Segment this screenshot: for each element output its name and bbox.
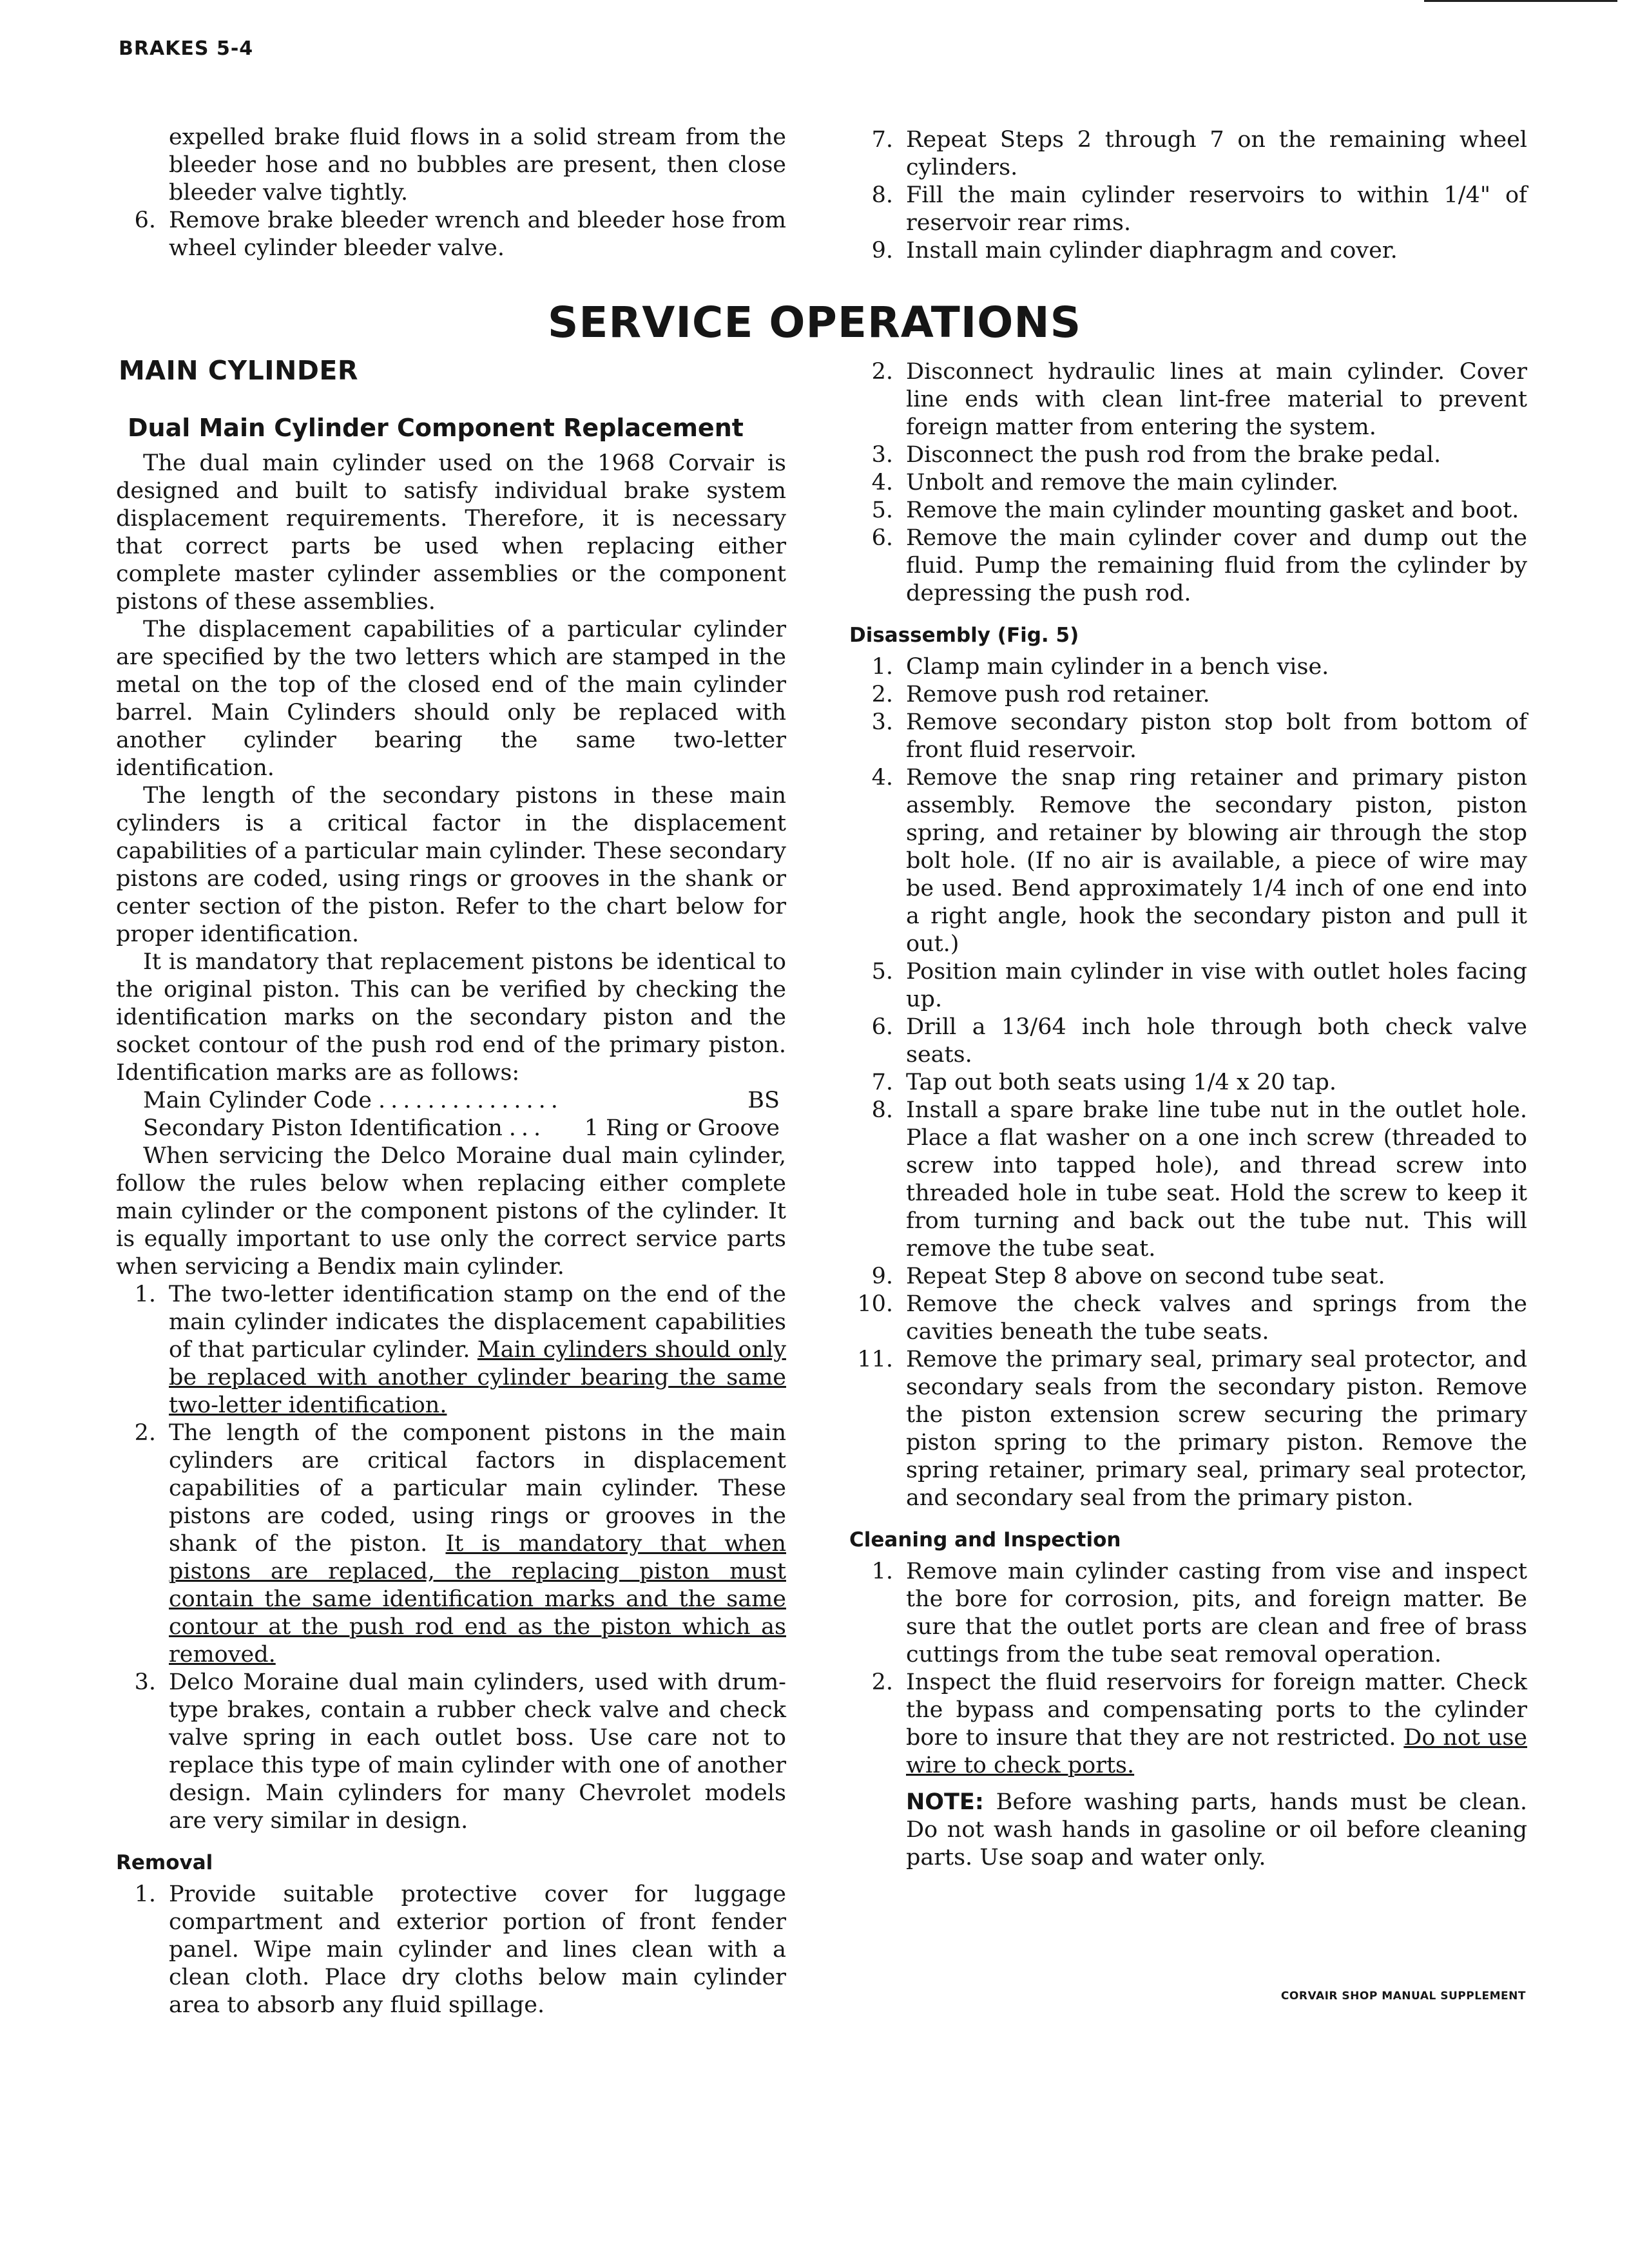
list-item: 11. Remove the primary seal, primary seal protector, and secondary seals from the secondary piston. Remove the piston extension screw securing the primary piston spring to the primary piston. Remove the spring retainer, primary seal, primary seal protector, and secondary seal from the primary piston. (857, 1347, 1527, 1511)
subsection-heading: Dual Main Cylinder Component Replacement (128, 414, 744, 442)
list-item: 9. Repeat Step 8 above on second tube seat. (871, 1264, 1385, 1289)
paragraph: The displacement capabilities of a particular cylinder are specified by the two letters which are stamped in the metal on the top of the closed end of the main cylinder barrel. Main Cylinders should only be replaced with another cylinder bearing the same two-letter identification. (116, 617, 786, 781)
list-item: 7. Tap out both seats using 1/4 x 20 tap. (871, 1070, 1336, 1095)
list-item: 4. Remove the snap ring retainer and primary piston assembly. Remove the secondary piston, piston spring, and retainer by blowing air through the stop bolt hole. (If no air is available, a piece of wire may be used. Bend approximately 1/4 inch of one end into a right angle, hook the secondary piston and pull it out.) (871, 765, 1527, 957)
note: NOTE: Before washing parts, hands must be clean. Do not wash hands in gasoline or oil before cleaning parts. Use soap and water only. (906, 1789, 1527, 1870)
main-cylinder-code-row: Main Cylinder Code ............... BS (143, 1088, 780, 1113)
list-item: 3. Delco Moraine dual main cylinders, used with drum-type brakes, contain a rubber check valve and check valve spring in each outlet boss. Use care not to replace this type of main cylinder with one of another design. Main cylinders for many Chevrolet models are very similar in design. (134, 1669, 786, 1834)
list-item: 1. Clamp main cylinder in a bench vise. (871, 654, 1329, 680)
paragraph: The dual main cylinder used on the 1968 Corvair is designed and built to satisfy individual brake system displacement requirements. Therefore, it is necessary that correct parts be used when replacing either complete master cylinder assemblies or the component pistons of these assemblies. (116, 450, 786, 615)
main-cylinder-section (116, 353, 786, 2019)
right-column (849, 358, 1527, 1872)
disassembly-heading: Disassembly (Fig. 5) (849, 624, 1079, 647)
list-item: 3. Disconnect the push rod from the brake pedal. (871, 442, 1441, 468)
list-item: 8. Install a spare brake line tube nut in the outlet hole. Place a flat washer on a one inch screw (threaded to screw into tapped hole), and thread screw into threaded hole in tube seat. Hold the screw to keep it from turning and back out the tube nut. This will remove the tube seat. (871, 1097, 1527, 1262)
section-title: SERVICE OPERATIONS (547, 298, 1082, 347)
list-item: 3. Remove secondary piston stop bolt from bottom of front fluid reservoir. (871, 709, 1527, 763)
list-item: 4. Unbolt and remove the main cylinder. (871, 470, 1338, 495)
list-item: 8. Fill the main cylinder reservoirs to within 1/4" of reservoir rear rims. (871, 182, 1527, 236)
list-item: 5. Position main cylinder in vise with outlet holes facing up. (871, 959, 1527, 1012)
removal-heading: Removal (116, 1851, 213, 1874)
list-item: 9. Install main cylinder diaphragm and cover. (871, 238, 1398, 264)
list-item: 6. Remove brake bleeder wrench and bleeder hose from wheel cylinder bleeder valve. (134, 207, 786, 261)
secondary-piston-row: Secondary Piston Identification ... 1 Ring or Groove (143, 1115, 780, 1141)
paragraph: It is mandatory that replacement pistons be identical to the original piston. This can be verified by checking the identification marks on the secondary piston and the socket contour of the push rod end of the primary piston. Identification marks are as follows: (116, 949, 786, 1086)
replacement-rules (116, 1281, 786, 1835)
paragraph: When servicing the Delco Moraine dual main cylinder, follow the rules below when replacing either complete main cylinder or the component pistons of the cylinder. It is equally important to use only the correct service parts when servicing a Bendix main cylinder. (116, 1143, 786, 1280)
left-column (116, 124, 786, 262)
list-item: 2. The length of the component pistons in the main cylinders are critical factors in displacement capabilities of a particular main cylinder. These pistons are coded, using rings or grooves in the shank of the piston. It is mandatory that when pistons are replaced, the replacing piston must contain the same identification marks and the same contour at the push rod end as the piston which as removed. (134, 1420, 786, 1667)
cleaning-steps (849, 1558, 1527, 1780)
list-item: 1. The two-letter identification stamp on the end of the main cylinder indicates the displacement capabilities of that particular cylinder. Main cylinders should only be replaced with another cylinder bearing the same two-letter identification. (134, 1282, 786, 1418)
list-item: 5. Remove the main cylinder mounting gasket and boot. (871, 497, 1519, 523)
removal-steps-continued (849, 358, 1527, 608)
paragraph: The length of the secondary pistons in these main cylinders is a critical factor in the displacement capabilities of a particular main cylinder. These secondary pistons are coded, using rings or grooves in the shank or center section of the piston. Refer to the chart below for proper identification. (116, 783, 786, 947)
removal-steps (116, 1881, 786, 2019)
right-column-top (849, 126, 1527, 265)
list-item: 2. Disconnect hydraulic lines at main cylinder. Cover line ends with clean lint-free material to prevent foreign matter from entering the system. (871, 359, 1527, 440)
continued-text: expelled brake fluid flows in a solid stream from the bleeder hose and no bubbles are present, then close bleeder valve tightly. (169, 124, 786, 206)
cleaning-heading: Cleaning and Inspection (849, 1528, 1121, 1552)
list-item: 7. Repeat Steps 2 through 7 on the remaining wheel cylinders. (871, 127, 1527, 180)
list-item: 1. Provide suitable protective cover for luggage compartment and exterior portion of front fender panel. Wipe main cylinder and lines clean with a clean cloth. Place dry cloths below main cylinder area to absorb any fluid spillage. (134, 1881, 786, 2018)
bleeding-steps-right (849, 126, 1527, 265)
top-rule (1424, 0, 1617, 2)
bleeding-steps-continued (116, 207, 786, 262)
section-heading: MAIN CYLINDER (119, 355, 358, 386)
list-item: 2. Remove push rod retainer. (871, 682, 1210, 707)
page-header: BRAKES 5-4 (119, 37, 254, 60)
page-footer: CORVAIR SHOP MANUAL SUPPLEMENT (1280, 1990, 1526, 2003)
list-item: 6. Remove the main cylinder cover and dump out the fluid. Pump the remaining fluid from the cylinder by depressing the push rod. (871, 525, 1527, 606)
list-item: 1. Remove main cylinder casting from vise and inspect the bore for corrosion, pits, and foreign matter. Be sure that the outlet ports are clean and free of brass cuttings from the tube seat removal operation. (871, 1559, 1527, 1667)
list-item: 2. Inspect the fluid reservoirs for foreign matter. Check the bypass and compensating ports to the cylinder bore to insure that they are not restricted. Do not use wire to check ports. (871, 1669, 1527, 1778)
list-item: 10. Remove the check valves and springs from the cavities beneath the tube seats. (857, 1291, 1527, 1345)
list-item: 6. Drill a 13/64 inch hole through both check valve seats. (871, 1014, 1527, 1068)
disassembly-steps (849, 653, 1527, 1512)
